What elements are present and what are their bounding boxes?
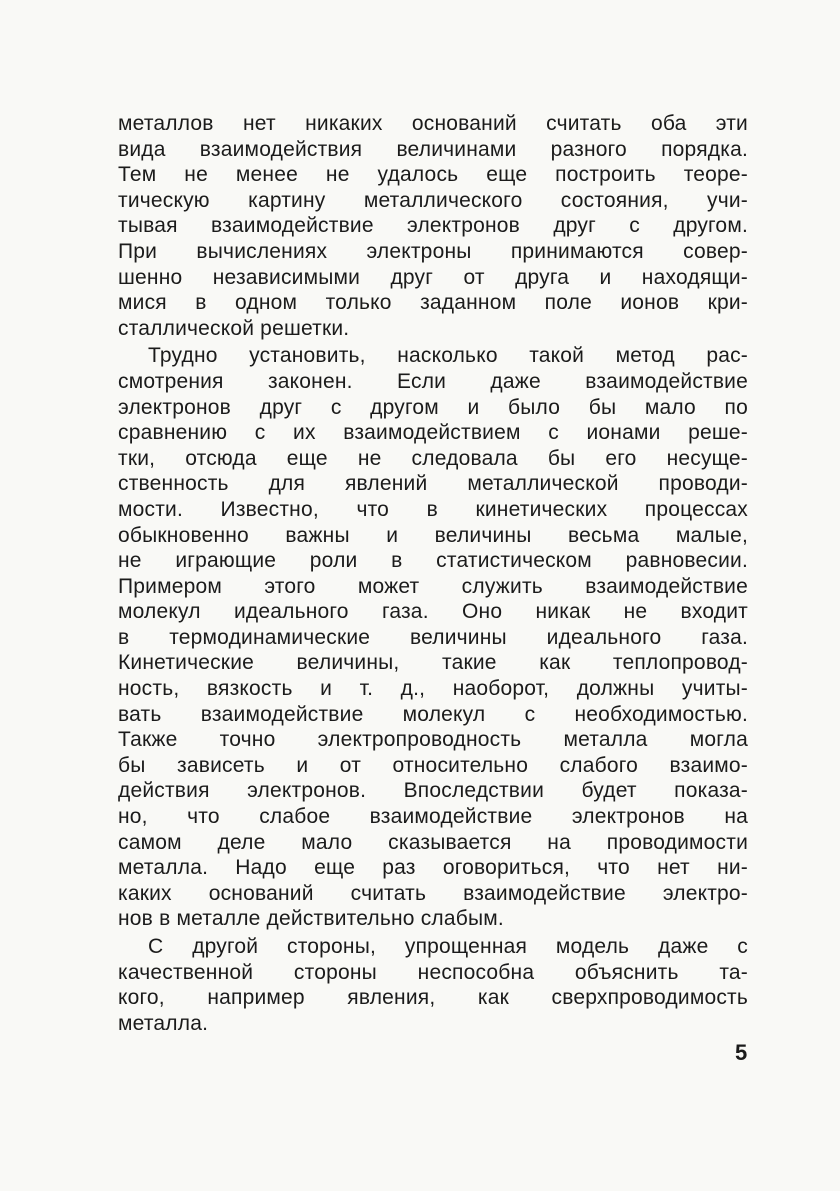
text-line: Кинетические величины, такие как теплопровод- bbox=[118, 651, 748, 675]
page-number: 5 bbox=[735, 1040, 748, 1065]
text-line: мися в одном только заданном поле ионов кри- bbox=[118, 291, 748, 315]
body-text bbox=[118, 111, 748, 1036]
text-line: кого, например явления, как сверхпроводимость bbox=[118, 986, 748, 1010]
text-line: тывая взаимодействие электронов друг с другом. bbox=[118, 214, 748, 238]
text-line: тическую картину металлического состояния, учи- bbox=[118, 188, 748, 212]
text-line: не играющие роли в статистическом равновесии. bbox=[118, 549, 748, 573]
text-line: каких оснований считать взаимодействие электро- bbox=[118, 881, 748, 905]
text-line: в термодинамические величины идеального газа. bbox=[118, 625, 748, 649]
text-line: Тем не менее не удалось еще построить теоре- bbox=[118, 163, 748, 187]
text-line: смотрения законен. Если даже взаимодействие bbox=[118, 369, 748, 393]
text-line: самом деле мало сказывается на проводимости bbox=[118, 830, 748, 854]
text-line: электронов друг с другом и было бы мало по bbox=[118, 395, 748, 419]
text-line: сравнению с их взаимодействием с ионами реше- bbox=[118, 421, 748, 445]
text-line: С другой стороны, упрощенная модель даже с bbox=[148, 935, 748, 958]
paragraph-2 bbox=[118, 343, 748, 932]
text-line: Трудно установить, насколько такой метод рас- bbox=[148, 344, 748, 368]
text-line: вать взаимодействие молекул с необходимостью. bbox=[118, 702, 748, 726]
text-line: металлов нет никаких оснований считать оба эти bbox=[118, 112, 748, 135]
text-line: вида взаимодействия величинами разного порядка. bbox=[118, 137, 748, 161]
text-line: Примером этого может служить взаимодействие bbox=[118, 574, 748, 598]
text-line: шенно независимыми друг от друга и находящи- bbox=[118, 265, 748, 289]
text-line: мости. Известно, что в кинетических процессах bbox=[118, 497, 748, 521]
text-line: но, что слабое взаимодействие электронов на bbox=[118, 805, 748, 829]
text-line: бы зависеть и от относительно слабого взаимо- bbox=[118, 753, 748, 777]
text-line: Также точно электропроводность металла могла bbox=[118, 728, 748, 752]
text-line: сталлической решетки. bbox=[118, 316, 350, 340]
text-line: действия электронов. Впоследствии будет показа- bbox=[118, 779, 748, 803]
text-line: обыкновенно важны и величины весьма малые, bbox=[118, 523, 748, 547]
text-line: При вычислениях электроны принимаются совер- bbox=[118, 239, 748, 263]
text-line: ственность для явлений металлической проводи- bbox=[118, 472, 748, 496]
text-line: ность, вязкость и т. д., наоборот, должны учиты- bbox=[118, 677, 748, 701]
text-line: молекул идеального газа. Оно никак не входит bbox=[118, 600, 748, 624]
paragraph-3 bbox=[118, 934, 748, 1036]
paragraph-1 bbox=[118, 111, 748, 341]
text-line: металла. Надо еще раз оговориться, что нет ни- bbox=[118, 856, 748, 880]
text-line: качественной стороны неспособна объяснить та- bbox=[118, 960, 748, 984]
text-line: металла. bbox=[118, 1011, 209, 1035]
text-line: тки, отсюда еще не следовала бы его несуще- bbox=[118, 446, 748, 470]
text-line: нов в металле действительно слабым. bbox=[118, 907, 504, 931]
